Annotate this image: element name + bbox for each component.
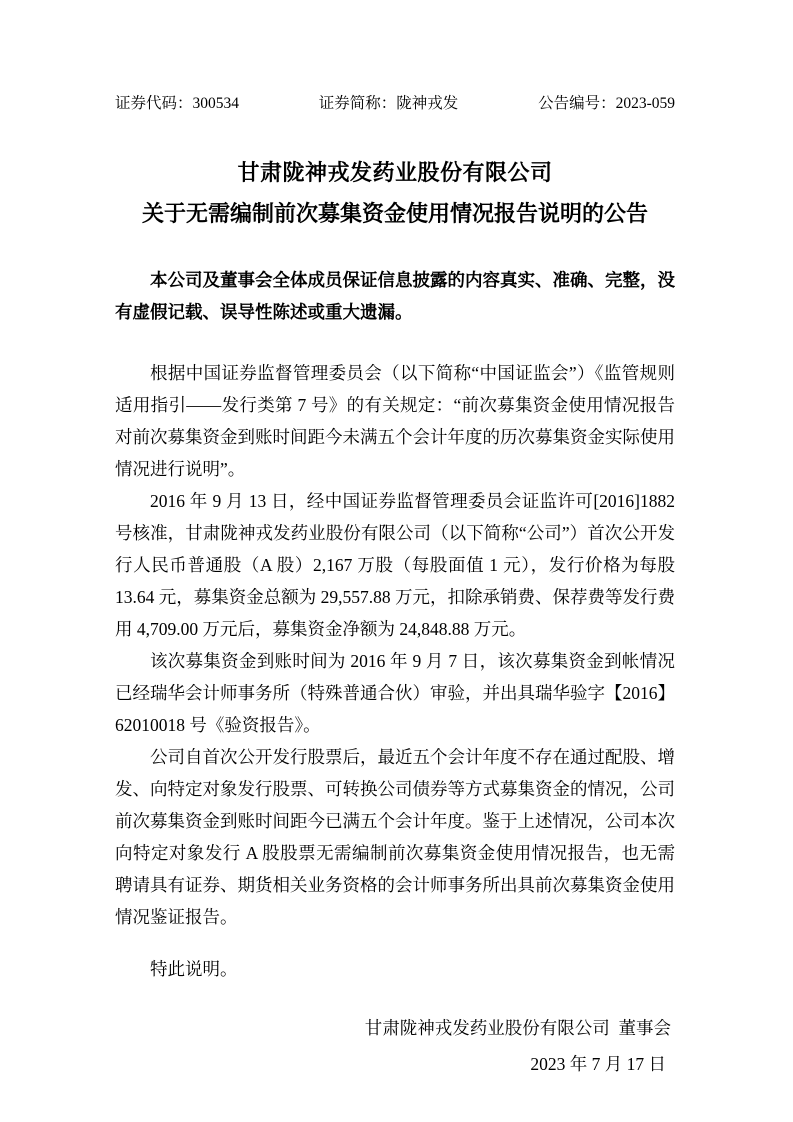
stock-abbreviation: 证券简称：陇神戎发: [318, 95, 459, 112]
document-header: [115, 93, 675, 115]
closing-note: 特此说明。: [150, 959, 238, 979]
announcement-title: 关于无需编制前次募集资金使用情况报告说明的公告: [141, 201, 648, 226]
announcement-number: 公告编号：2023-059: [538, 95, 675, 112]
stock-code: 证券代码：300534: [115, 95, 240, 112]
signature-date: 2023 年 7 月 17 日: [530, 1054, 666, 1074]
paragraph-ipo-details: 2016 年 9 月 13 日，经中国证券监督管理委员会证监许可[2016]1882 号核准，甘肃陇神戎发药业股份有限公司（以下简称“公司”）首次公开发行人民币普通股（A 股）2,167 万股（每股面值 1 元），发行价格为每股 13.64 元，募集资金总额为 29,557.88 万元，扣除承销费、保荐费等发行费用 4,709.00 万元后，募集资金净额为 24,848.88 万元。: [115, 491, 675, 639]
disclosure-statement: 本公司及董事会全体成员保证信息披露的内容真实、准确、完整，没有虚假记载、误导性陈述或重大遗漏。: [115, 270, 675, 322]
paragraph-conclusion: 公司自首次公开发行股票后，最近五个会计年度不存在通过配股、增发、向特定对象发行股票、可转换公司债券等方式募集资金的情况，公司前次募集资金到账时间距今已满五个会计年度。鉴于上述情况，公司本次向特定对象发行 A 股股票无需编制前次募集资金使用情况报告，也无需聘请具有证券、期货相关业务资格的会计师事务所出具前次募集资金使用情况鉴证报告。: [115, 747, 675, 927]
paragraph-regulation-basis: 根据中国证券监督管理委员会（以下简称“中国证监会”）《监管规则适用指引——发行类第 7 号》的有关规定：“前次募集资金使用情况报告对前次募集资金到账时间距今未满五个会计年度的历次募集资金实际使用情况进行说明”。: [115, 363, 675, 479]
signature-company: 甘肃陇神戎发药业股份有限公司 董事会: [364, 1018, 671, 1038]
document-body: [115, 357, 675, 985]
company-name-title: 甘肃陇神戎发药业股份有限公司: [237, 160, 553, 185]
paragraph-fund-verification: 该次募集资金到账时间为 2016 年 9 月 7 日，该次募集资金到帐情况已经瑞华会计师事务所（特殊普通合伙）审验，并出具瑞华验字【2016】62010018 号《验资报告》。: [115, 651, 675, 735]
